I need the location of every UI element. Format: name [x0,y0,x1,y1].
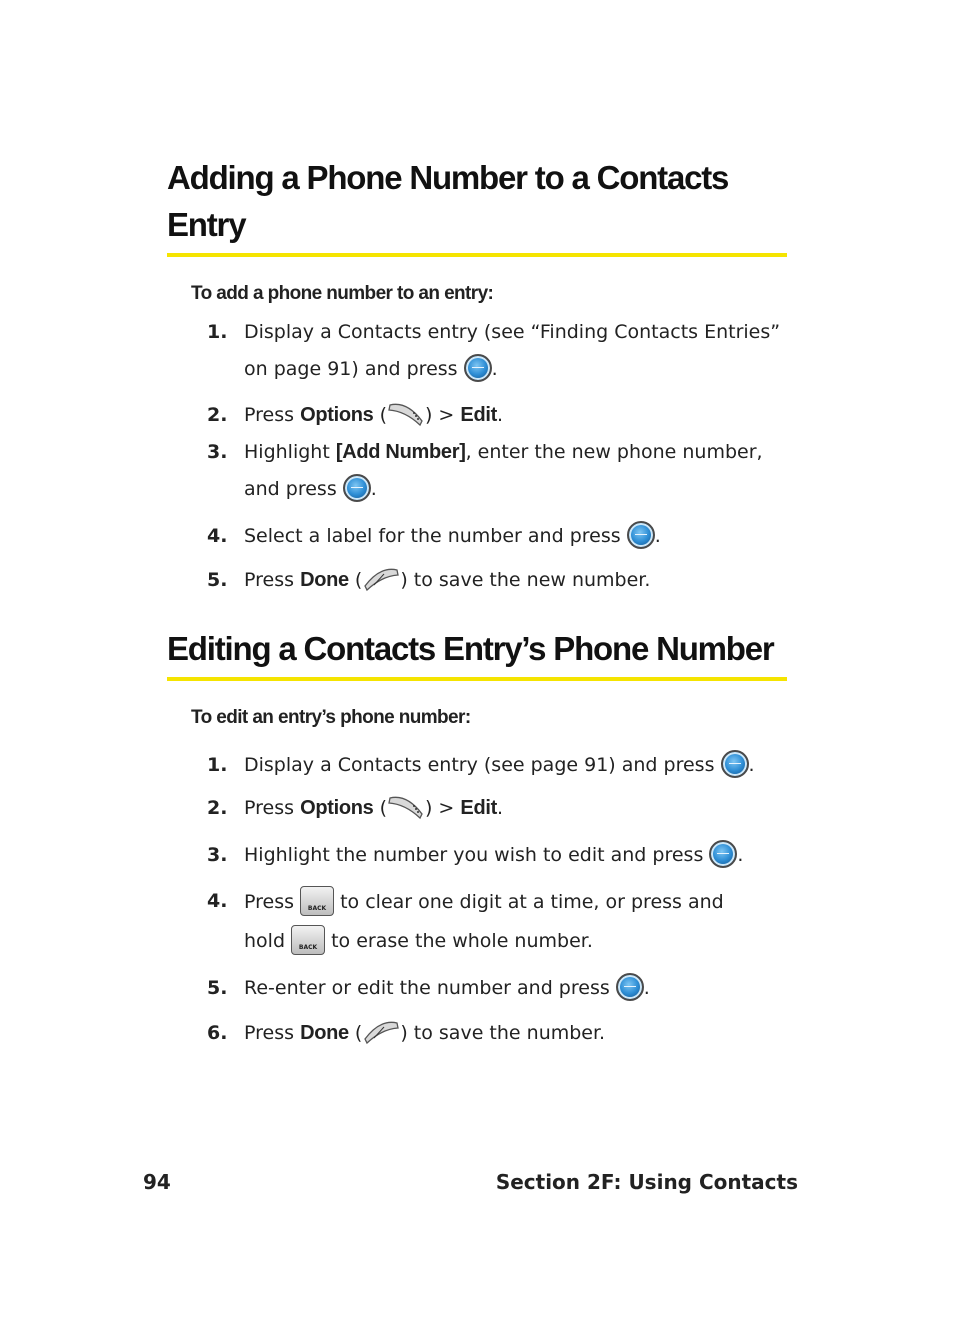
section2-title: Editing a Contacts Entry’s Phone Number [167,630,774,667]
menu-ok-icon [616,973,644,1001]
left-softkey-icon [362,566,400,592]
right-softkey-icon [387,401,425,427]
section2-intro: To edit an entry’s phone number: [191,707,471,728]
section2-divider [167,677,787,681]
menu-ok-icon [343,474,371,502]
menu-ok-icon [721,750,749,778]
right-softkey-icon [387,794,425,820]
left-softkey-icon [362,1019,400,1045]
section1-title: Adding a Phone Number to a Contacts Entry [167,159,729,243]
section-label: Section 2F: Using Contacts [495,1170,798,1194]
back-key-icon: BACK [291,925,325,955]
menu-ok-icon [627,521,655,549]
section1-divider [167,253,787,257]
back-key-icon: BACK [300,886,334,916]
menu-ok-icon [464,354,492,382]
section1-intro: To add a phone number to an entry: [191,283,494,304]
page-number: 94 [143,1170,171,1194]
menu-ok-icon [709,840,737,868]
